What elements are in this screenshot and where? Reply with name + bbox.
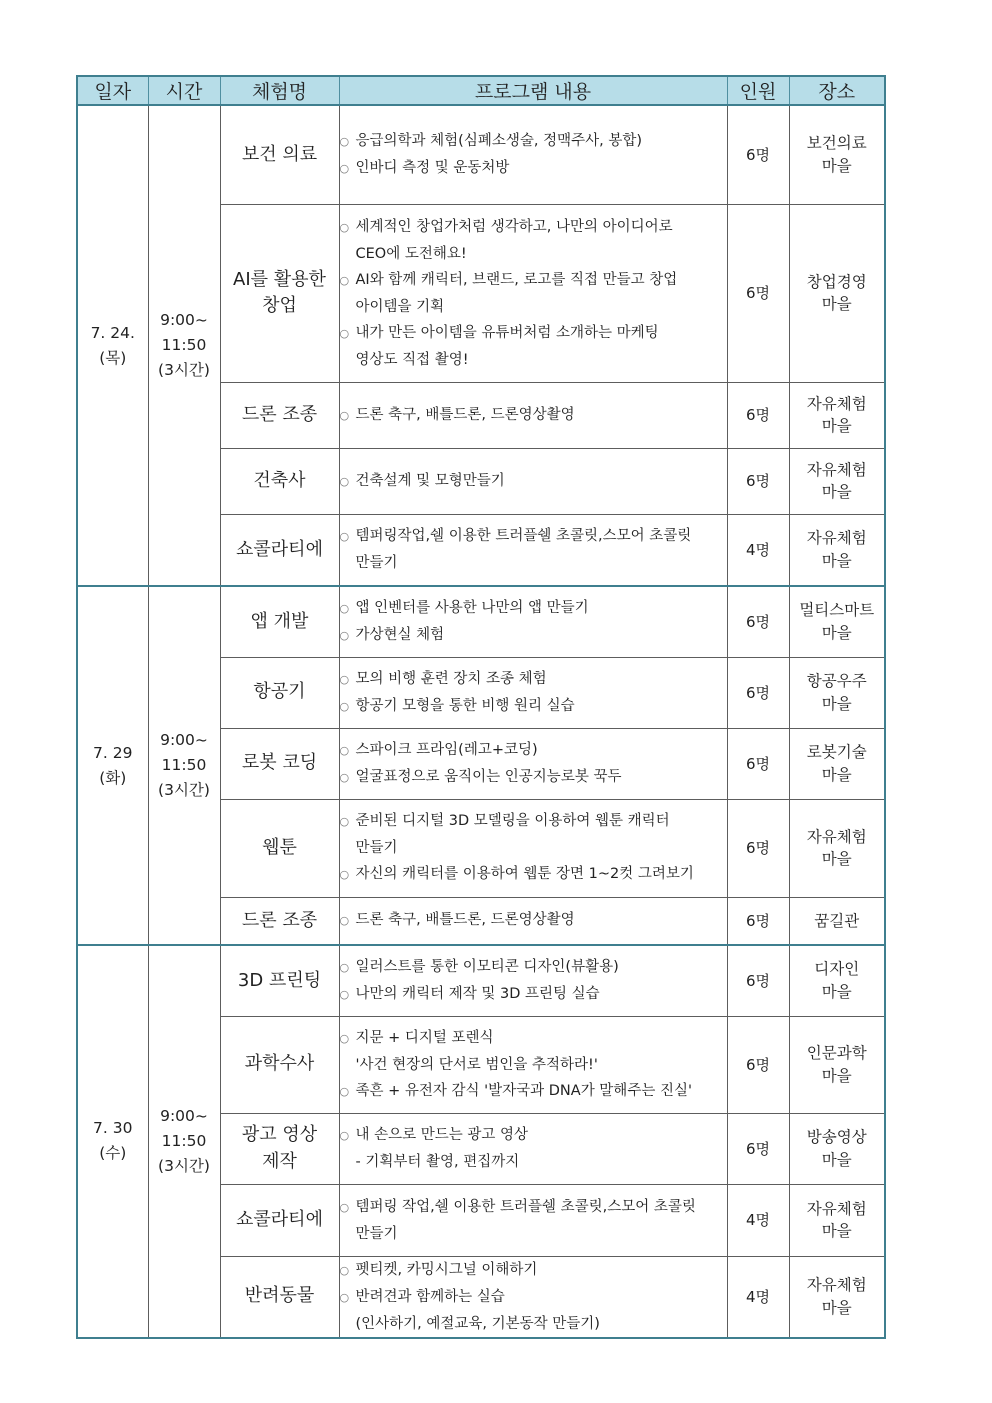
time-text: (3시간) (158, 1156, 210, 1175)
circle-bullet-icon: ○ (339, 1084, 350, 1098)
content-text: 자신의 캐릭터를 이용하여 웹툰 장면 1~2컷 그려보기 (355, 866, 694, 882)
location-text: 마을 (821, 850, 852, 868)
content-line (340, 693, 727, 720)
content-text: 준비된 디지털 3D 모델링을 이용하여 웹툰 캐릭터 (355, 813, 670, 829)
program-content-cell (339, 1113, 727, 1184)
content-text: 앱 인벤터를 사용한 나만의 앱 만들기 (355, 599, 589, 616)
content-text: 드론 축구, 배틀드론, 드론영상촬영 (355, 912, 575, 929)
content-line (340, 808, 727, 835)
program-name: 웹툰 (262, 836, 297, 858)
content-line (340, 764, 727, 791)
content-text: 세계적인 창업가처럼 생각하고, 나만의 아이디어로 (355, 218, 673, 235)
location-text: 인문과학 (806, 1044, 867, 1063)
location-cell (789, 105, 885, 204)
date-text: 7. 30 (93, 1119, 133, 1138)
content-line (340, 267, 727, 294)
weekday-text: (목) (99, 348, 127, 367)
location-text: 마을 (821, 156, 852, 175)
time-text: 11:50 (161, 756, 207, 775)
capacity-cell: 4명 (727, 514, 789, 586)
content-line (340, 1194, 727, 1221)
capacity-cell: 6명 (727, 1113, 789, 1184)
location-cell (789, 1256, 885, 1338)
location-text: 멀티스마트 (799, 601, 875, 620)
date-text: 7. 29 (93, 743, 133, 762)
content-text: 족흔 + 유전자 감식 '발자국과 DNA가 말해주는 진실' (355, 1082, 692, 1099)
program-name: 반려동물 (244, 1285, 315, 1307)
table-body (77, 105, 885, 1338)
content-line (340, 1025, 727, 1052)
content-line (340, 128, 727, 155)
capacity-cell: 6명 (727, 897, 789, 945)
program-name-cell (220, 1016, 339, 1113)
location-text: 마을 (821, 1066, 852, 1085)
circle-bullet-icon: ○ (339, 1263, 350, 1277)
program-name: 쇼콜라티에 (236, 538, 323, 560)
circle-bullet-icon: ○ (339, 1290, 350, 1304)
content-line (340, 737, 727, 764)
program-name: 과학수사 (244, 1053, 315, 1075)
program-content-cell (339, 1184, 727, 1256)
program-name-cell (220, 105, 339, 204)
circle-bullet-icon: ○ (339, 987, 350, 1001)
location-text: 마을 (821, 982, 852, 1001)
time-text: 9:00~ (160, 731, 208, 750)
program-name: 쇼콜라티에 (236, 1208, 323, 1230)
program-content-cell (339, 1256, 727, 1338)
content-text: 내가 만든 아이템을 유튜버처럼 소개하는 마케팅 (355, 324, 659, 341)
circle-bullet-icon: ○ (339, 1031, 350, 1045)
program-name-cell (220, 514, 339, 586)
program-name: 드론 조종 (241, 403, 318, 425)
weekday-text: (수) (99, 1144, 127, 1163)
content-text: 템퍼링작업,쉘 이용한 트러플쉘 초콜릿,스모어 초콜릿 (355, 528, 692, 545)
program-name: AI를 활용한 (233, 268, 326, 290)
program-name: 앱 개발 (250, 610, 309, 632)
program-content-cell (339, 1016, 727, 1113)
date-cell (77, 586, 148, 945)
location-text: 마을 (821, 551, 852, 570)
capacity-cell: 4명 (727, 1256, 789, 1338)
content-line (340, 1149, 727, 1175)
program-content-cell (339, 382, 727, 448)
content-text: 응급의학과 체험(심폐소생술, 정맥주사, 봉합) (355, 132, 642, 149)
location-text: 항공우주 (806, 672, 867, 691)
program-name: 창업 (262, 295, 297, 316)
header-capacity: 인원 (727, 76, 789, 105)
circle-bullet-icon: ○ (339, 530, 350, 544)
program-content-cell (339, 105, 727, 204)
program-name-cell (220, 1256, 339, 1338)
circle-bullet-icon: ○ (339, 672, 350, 686)
location-text: 자유체험 (806, 394, 867, 413)
location-text: 마을 (821, 483, 852, 501)
program-name-cell (220, 1113, 339, 1184)
content-line (340, 1052, 727, 1078)
circle-bullet-icon: ○ (339, 914, 350, 928)
content-line (340, 402, 727, 429)
program-name-cell (220, 728, 339, 799)
content-text: 모의 비행 훈련 장치 조종 체험 (355, 670, 547, 687)
location-text: 마을 (821, 623, 852, 642)
circle-bullet-icon: ○ (339, 699, 350, 713)
location-text: 자유체험 (806, 1199, 867, 1218)
content-text: 지문 + 디지털 포렌식 (355, 1029, 494, 1046)
circle-bullet-icon: ○ (339, 220, 350, 234)
program-name: 광고 영상 (241, 1124, 318, 1146)
content-line (340, 320, 727, 347)
circle-bullet-icon: ○ (339, 161, 350, 175)
content-line (340, 1284, 727, 1311)
circle-bullet-icon: ○ (339, 326, 350, 340)
circle-bullet-icon: ○ (339, 628, 350, 642)
location-cell (789, 799, 885, 897)
location-text: 자유체험 (806, 529, 867, 548)
header-date: 일자 (77, 76, 148, 105)
date-text: 7. 24. (90, 323, 135, 342)
location-text: 마을 (821, 765, 852, 784)
program-content-cell (339, 514, 727, 586)
location-cell (789, 897, 885, 945)
location-text: 로봇기술 (806, 743, 867, 762)
circle-bullet-icon: ○ (339, 815, 350, 828)
program-name: 제작 (262, 1150, 297, 1172)
program-name: 항공기 (253, 681, 306, 703)
weekday-text: (화) (99, 768, 127, 787)
program-content-cell (339, 586, 727, 657)
program-name-cell (220, 1184, 339, 1256)
program-name: 드론 조종 (241, 909, 318, 931)
content-line (340, 907, 727, 934)
content-text: 영상도 직접 촬영! (355, 351, 469, 368)
circle-bullet-icon: ○ (339, 273, 350, 287)
content-text: 펫티켓, 카밍시그널 이해하기 (355, 1261, 538, 1278)
program-schedule-table (76, 75, 886, 1339)
location-cell (789, 1184, 885, 1256)
circle-bullet-icon: ○ (339, 134, 350, 148)
content-text: 항공기 모형을 통한 비행 원리 실습 (355, 697, 575, 714)
capacity-cell: 6명 (727, 657, 789, 728)
program-name: 보건 의료 (241, 143, 318, 165)
content-text: 반려견과 함께하는 실습 (355, 1288, 505, 1305)
program-content-cell (339, 945, 727, 1016)
content-line (340, 1122, 727, 1149)
location-text: 자유체험 (806, 827, 867, 846)
content-line (340, 468, 727, 495)
location-text: 마을 (821, 417, 852, 435)
content-line (340, 347, 727, 373)
location-text: 방송영상 (806, 1128, 867, 1147)
content-text: 스파이크 프라임(레고+코딩) (355, 741, 538, 758)
location-text: 마을 (821, 694, 852, 713)
time-cell (148, 945, 220, 1338)
program-name-cell (220, 382, 339, 448)
content-text: 나만의 캐릭터 제작 및 3D 프린팅 실습 (355, 985, 600, 1002)
circle-bullet-icon: ○ (339, 474, 350, 488)
content-text: 얼굴표정으로 움직이는 인공지능로봇 꾹두 (355, 768, 622, 785)
location-text: 마을 (821, 1150, 852, 1169)
content-line (340, 835, 727, 861)
circle-bullet-icon: ○ (339, 770, 350, 784)
table-row (77, 945, 885, 1016)
content-line (340, 595, 727, 622)
content-text: 건축설계 및 모형만들기 (355, 472, 505, 489)
content-line (340, 861, 727, 888)
capacity-cell: 6명 (727, 1016, 789, 1113)
circle-bullet-icon: ○ (339, 1200, 350, 1214)
content-text: AI와 함께 캐릭터, 브랜드, 로고를 직접 만들고 창업 (355, 271, 678, 288)
header-program-name: 체험명 (220, 76, 339, 105)
capacity-cell: 4명 (727, 1184, 789, 1256)
capacity-cell: 6명 (727, 586, 789, 657)
content-text: 내 손으로 만드는 광고 영상 (355, 1127, 529, 1143)
content-line (340, 1311, 727, 1337)
program-name-cell (220, 586, 339, 657)
content-text: 만들기 (355, 840, 398, 856)
location-text: 자유체험 (806, 1276, 867, 1295)
date-cell (77, 945, 148, 1338)
content-text: 만들기 (355, 1225, 398, 1242)
content-line (340, 666, 727, 693)
location-cell (789, 1016, 885, 1113)
location-text: 꿈길관 (814, 911, 860, 930)
capacity-cell: 6명 (727, 204, 789, 382)
program-content-cell (339, 897, 727, 945)
content-line (340, 155, 727, 182)
content-text: '사건 현장의 단서로 범인을 추적하라!' (355, 1056, 598, 1073)
circle-bullet-icon: ○ (339, 601, 350, 615)
content-text: 가상현실 체험 (355, 626, 445, 643)
content-line (340, 214, 727, 241)
content-text: 아이템을 기획 (355, 298, 445, 315)
program-name-cell (220, 945, 339, 1016)
location-cell (789, 586, 885, 657)
header-time: 시간 (148, 76, 220, 105)
content-line (340, 550, 727, 576)
table-header-row (77, 76, 885, 105)
content-line (340, 1257, 727, 1284)
location-text: 마을 (821, 1298, 852, 1317)
program-name-cell (220, 657, 339, 728)
location-text: 마을 (821, 295, 852, 313)
date-cell (77, 105, 148, 586)
capacity-cell: 6명 (727, 945, 789, 1016)
content-line (340, 954, 727, 981)
circle-bullet-icon: ○ (339, 868, 350, 881)
program-name-cell (220, 204, 339, 382)
capacity-cell: 6명 (727, 382, 789, 448)
program-content-cell (339, 448, 727, 514)
time-cell (148, 105, 220, 586)
program-name-cell (220, 897, 339, 945)
location-cell (789, 514, 885, 586)
circle-bullet-icon: ○ (339, 960, 350, 974)
location-text: 마을 (821, 1222, 852, 1240)
capacity-cell: 6명 (727, 105, 789, 204)
program-name: 3D 프린팅 (237, 969, 322, 991)
content-text: - 기획부터 촬영, 편집까지 (355, 1154, 520, 1170)
content-text: 드론 축구, 배틀드론, 드론영상촬영 (355, 406, 575, 423)
content-text: CEO에 도전해요! (355, 245, 467, 262)
circle-bullet-icon: ○ (339, 408, 350, 422)
program-content-cell (339, 728, 727, 799)
time-cell (148, 586, 220, 945)
header-location: 장소 (789, 76, 885, 105)
program-name-cell (220, 799, 339, 897)
content-line (340, 622, 727, 649)
location-cell (789, 448, 885, 514)
location-cell (789, 945, 885, 1016)
program-name-cell (220, 448, 339, 514)
content-line (340, 523, 727, 550)
content-line (340, 1078, 727, 1105)
location-cell (789, 1113, 885, 1184)
time-text: 9:00~ (160, 311, 208, 330)
content-text: 만들기 (355, 555, 398, 572)
program-content-cell (339, 799, 727, 897)
content-text: 일러스트를 통한 이모티콘 디자인(뷰활용) (355, 958, 619, 975)
table-row (77, 586, 885, 657)
content-text: 템퍼링 작업,쉘 이용한 트러플쉘 초콜릿,스모어 초콜릿 (355, 1198, 696, 1215)
header-program-content: 프로그램 내용 (339, 76, 727, 105)
location-text: 보건의료 (806, 134, 867, 153)
content-line (340, 1221, 727, 1247)
location-text: 자유체험 (806, 460, 867, 479)
location-text: 디자인 (814, 960, 860, 979)
time-text: (3시간) (158, 780, 210, 799)
program-name: 건축사 (253, 469, 306, 491)
program-content-cell (339, 657, 727, 728)
content-text: (인사하기, 예절교육, 기본동작 만들기) (355, 1315, 600, 1332)
time-text: 11:50 (161, 1131, 207, 1150)
location-cell (789, 382, 885, 448)
time-text: 11:50 (161, 336, 207, 355)
capacity-cell: 6명 (727, 799, 789, 897)
content-line (340, 294, 727, 320)
content-line (340, 981, 727, 1008)
circle-bullet-icon: ○ (339, 743, 350, 757)
location-cell (789, 657, 885, 728)
program-name: 로봇 코딩 (241, 752, 318, 774)
capacity-cell: 6명 (727, 728, 789, 799)
capacity-cell: 6명 (727, 448, 789, 514)
time-text: (3시간) (158, 360, 210, 379)
content-line (340, 241, 727, 267)
circle-bullet-icon: ○ (339, 1129, 350, 1142)
location-text: 창업경영 (806, 272, 867, 291)
location-cell (789, 204, 885, 382)
location-cell (789, 728, 885, 799)
time-text: 9:00~ (160, 1107, 208, 1126)
program-content-cell (339, 204, 727, 382)
content-text: 인바디 측정 및 운동처방 (355, 159, 510, 176)
table-row (77, 105, 885, 204)
